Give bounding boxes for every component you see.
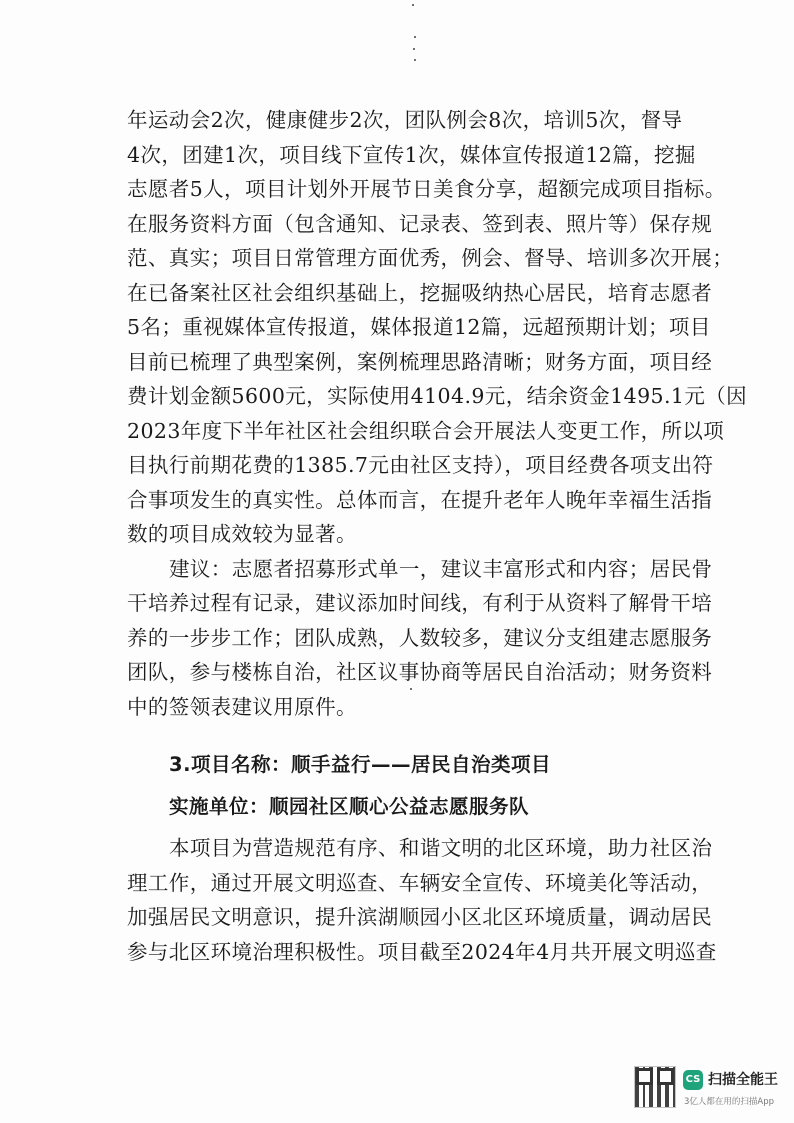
project-description-paragraph — [127, 831, 717, 969]
text-line: 参与北区环境治理积极性。项目截至2024年4月共开展文明巡查 — [127, 939, 717, 964]
scan-speck — [414, 59, 416, 61]
text-line: 2023年度下半年社区社会组织联合会开展法人变更工作，所以项 — [127, 418, 725, 443]
project-title-heading: 3.项目名称：顺手益行——居民自治类项目 — [169, 753, 551, 776]
text-line: 数的项目成效较为显著。 — [127, 522, 357, 546]
text-line: 目前已梳理了典型案例，案例梳理思路清晰；财务方面，项目经 — [127, 349, 713, 374]
text-line: 中的签领表建议用原件。 — [127, 694, 357, 719]
text-line: 4次，团建1次，项目线下宣传1次，媒体宣传报道12篇，挖掘 — [127, 142, 696, 167]
camscanner-logo-icon: CS — [683, 1070, 703, 1090]
text-line: 5名；重视媒体宣传报道，媒体报道12篇，远超预期计划；项目 — [127, 315, 711, 339]
text-line: 本项目为营造规范有序、和谐文明的北区环境，助力社区治 — [169, 836, 713, 860]
text-line: 费计划金额5600元，实际使用4104.9元，结余资金1495.1元（因 — [127, 384, 748, 408]
text-line: 合事项发生的真实性。总体而言，在提升老年人晚年幸福生活指 — [127, 487, 713, 512]
text-line: 建议：志愿者招募形式单一，建议丰富形式和内容；居民骨 — [169, 556, 713, 581]
text-line: 年运动会2次，健康健步2次，团队例会8次，培训5次，督导 — [127, 108, 683, 132]
scanner-watermark — [634, 1066, 784, 1110]
text-line: 养的一步步工作；团队成熟，人数较多，建议分支组建志愿服务 — [127, 625, 713, 650]
implementing-unit-heading: 实施单位：顺园社区顺心公益志愿服务队 — [169, 794, 530, 818]
text-line: 加强居民文明意识，提升滨湖顺园小区北区环境质量，调动居民 — [127, 905, 713, 929]
qr-code-icon — [634, 1066, 676, 1108]
scan-speck — [412, 4, 414, 6]
scan-speck — [413, 48, 415, 50]
watermark-app-name: 扫描全能王 — [708, 1072, 778, 1088]
continued-paragraph — [127, 103, 748, 552]
text-line: 团队，参与楼栋自治，社区议事协商等居民自治活动；财务资料 — [127, 660, 713, 684]
text-line: 目执行前期花费的1385.7元由社区支持），项目经费各项支出符 — [127, 453, 714, 477]
text-line: 范、真实；项目日常管理方面优秀，例会、督导、培训多次开展； — [127, 246, 734, 270]
text-line: 在已备案社区社会组织基础上，挖掘吸纳热心居民，培育志愿者 — [127, 280, 713, 305]
document-body — [127, 103, 748, 969]
text-line: 干培养过程有记录，建议添加时间线，有利于从资料了解骨干培 — [127, 591, 713, 615]
text-line: 理工作，通过开展文明巡查、车辆安全宣传、环境美化等活动， — [127, 870, 713, 895]
watermark-tagline: 3亿人都在用的扫描App — [684, 1097, 775, 1107]
suggestion-paragraph — [127, 552, 713, 725]
text-line: 在服务资料方面（包含通知、记录表、签到表、照片等）保存规 — [127, 211, 713, 236]
scan-speck — [414, 36, 416, 38]
text-line: 志愿者5人，项目计划外开展节日美食分享，超额完成项目指标。 — [127, 177, 726, 201]
